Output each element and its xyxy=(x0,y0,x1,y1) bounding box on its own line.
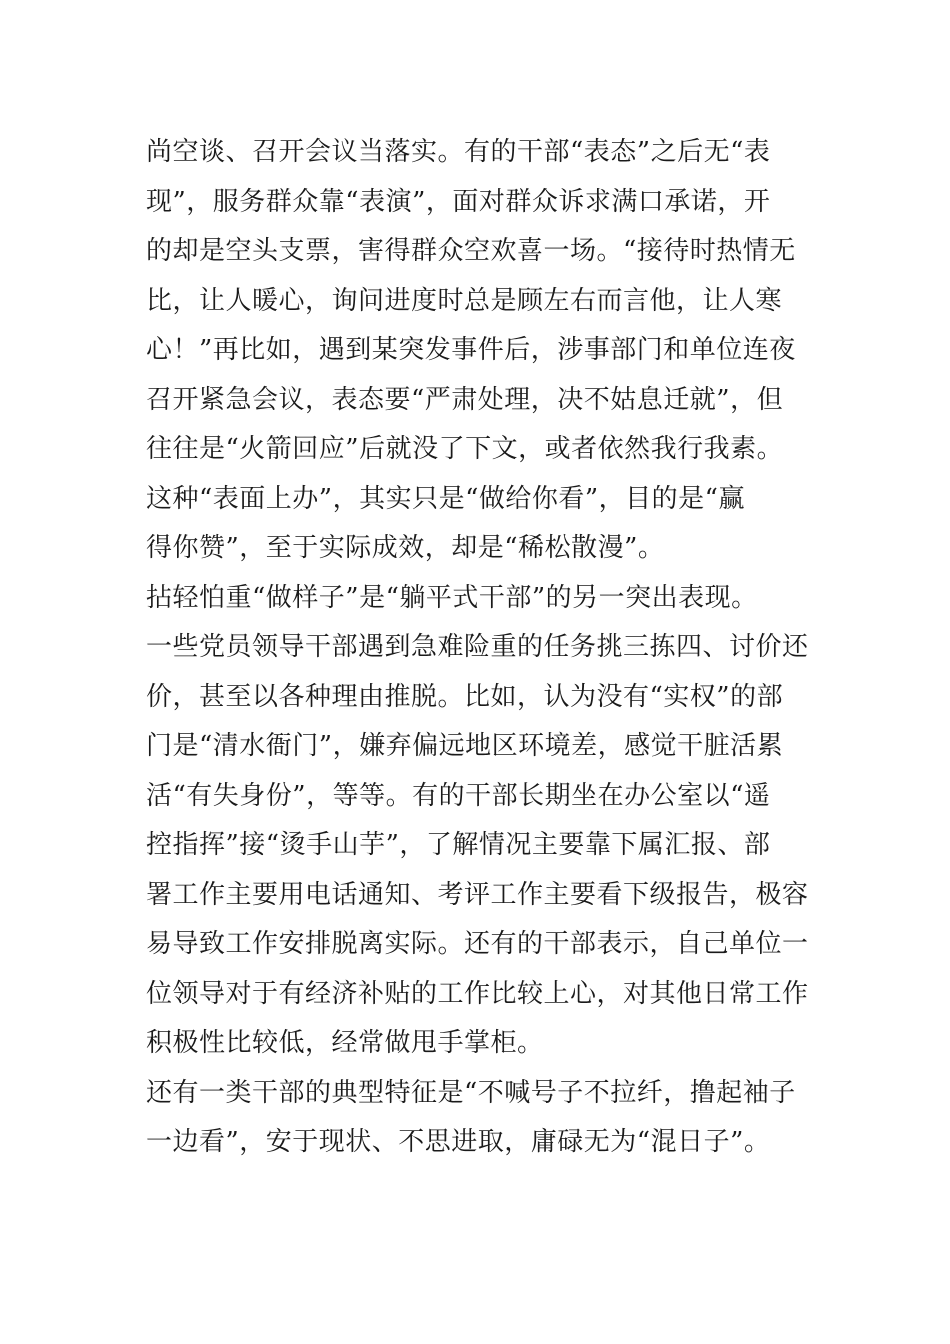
text-line: 的却是空头支票，害得群众空欢喜一场。“接待时热情无 xyxy=(146,236,796,266)
text-line: 位领导对于有经济补贴的工作比较上心，对其他日常工作 xyxy=(146,978,809,1009)
text-line: 比，让人暖心，询问进度时总是顾左右而言他，让人寒 xyxy=(146,285,783,316)
text-line: 心！”再比如，遇到某突发事件后，涉事部门和单位连夜 xyxy=(146,335,796,365)
text-line: 门是“清水衙门”，嫌弃偏远地区环境差，感觉干脏活累 xyxy=(146,731,784,761)
text-line: 还有一类干部的典型特征是“不喊号子不拉纤，撸起袖子 xyxy=(146,1077,796,1108)
text-line: 现”，服务群众靠“表演”，面对群众诉求满口承诺，开 xyxy=(146,186,771,217)
text-line: 价，甚至以各种理由推脱。比如，认为没有“实权”的部 xyxy=(146,681,784,712)
text-line: 一些党员领导干部遇到急难险重的任务挑三拣四、讨价还 xyxy=(146,632,809,662)
text-line: 尚空谈、召开会议当落实。有的干部“表态”之后无“表 xyxy=(146,137,771,167)
text-line: 拈轻怕重“做样子”是“躺平式干部”的另一突出表现。 xyxy=(146,582,758,613)
body-text xyxy=(146,128,816,1168)
text-line: 得你赞”，至于实际成效，却是“稀松散漫”。 xyxy=(146,533,665,563)
text-line: 积极性比较低，经常做甩手掌柜。 xyxy=(146,1028,544,1058)
text-line: 易导致工作安排脱离实际。还有的干部表示，自己单位一 xyxy=(146,929,809,959)
text-line: 这种“表面上办”，其实只是“做给你看”，目的是“赢 xyxy=(146,483,745,514)
text-line: 一边看”，安于现状、不思进取，庸碌无为“混日子”。 xyxy=(146,1127,771,1157)
text-line: 活“有失身份”，等等。有的干部长期坐在办公室以“遥 xyxy=(146,780,771,811)
text-line: 控指挥”接“烫手山芋”，了解情况主要靠下属汇报、部 xyxy=(146,830,771,860)
text-line: 召开紧急会议，表态要“严肃处理，决不姑息迁就”，但 xyxy=(146,384,784,415)
text-line: 署工作主要用电话通知、考评工作主要看下级报告，极容 xyxy=(146,879,809,910)
text-line: 往往是“火箭回应”后就没了下文，或者依然我行我素。 xyxy=(146,434,784,464)
